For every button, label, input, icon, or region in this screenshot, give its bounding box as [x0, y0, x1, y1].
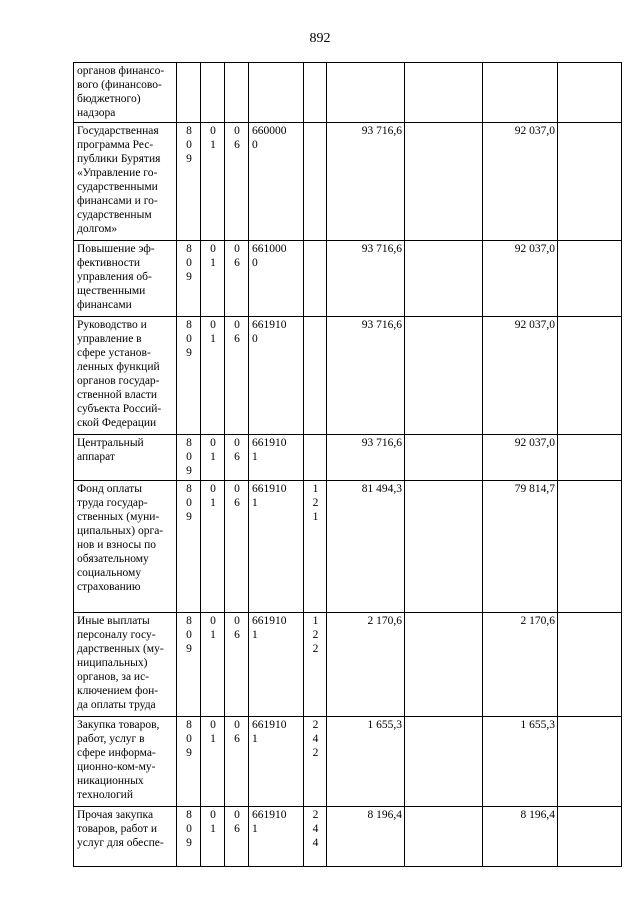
- subsection-code-cell: [225, 435, 249, 481]
- row-name-cell-line: ционно-ком-му-: [77, 761, 156, 773]
- row-name-cell-line: бюджетного): [77, 93, 141, 105]
- ministry-code-cell-line: 9: [186, 271, 192, 283]
- target-article-cell-line: 661910: [252, 615, 287, 627]
- row-name-cell-line: Руководство и: [77, 319, 147, 331]
- section-code-cell: [201, 63, 225, 123]
- ministry-code-cell-line: 8: [186, 809, 192, 821]
- ministry-code-cell-line: 9: [186, 153, 192, 165]
- row-name-cell-line: Иные выплаты: [77, 615, 150, 627]
- target-article-cell-line: 0: [252, 257, 258, 269]
- subsection-code-cell: [225, 807, 249, 867]
- ministry-code-cell-line: 8: [186, 719, 192, 731]
- row-name-cell: [74, 807, 177, 867]
- row-name-cell-line: обязательному: [77, 553, 149, 565]
- expense-type-cell: [304, 435, 327, 481]
- subsection-code-cell-line: 6: [234, 333, 240, 345]
- row-name-cell-line: ской Федерации: [77, 417, 157, 429]
- row-name-cell-line: субъекта Россий-: [77, 403, 162, 415]
- empty-cell-a: [405, 481, 483, 613]
- expense-type-cell-line: 4: [312, 823, 319, 835]
- section-code-cell-line: 1: [210, 257, 216, 269]
- target-article-cell: [249, 123, 304, 241]
- section-code-cell-line: 1: [210, 497, 216, 509]
- row-name-cell-line: органов, за ис-: [77, 671, 150, 683]
- row-name-cell: [74, 317, 177, 435]
- budget-table-body: [74, 63, 622, 867]
- target-article-cell: [249, 807, 304, 867]
- ministry-code-cell-line: 8: [186, 319, 192, 331]
- ministry-code-cell: [177, 807, 201, 867]
- section-code-cell-line: 0: [210, 615, 216, 627]
- row-name-cell-line: управление в: [77, 333, 142, 345]
- ministry-code-cell-line: 9: [186, 347, 192, 359]
- table-row: [74, 317, 622, 435]
- amount-year2-cell: 92 037,0: [483, 123, 558, 241]
- expense-type-cell: [304, 807, 327, 867]
- row-name-cell-line: ниципальных): [77, 657, 148, 669]
- ministry-code-cell: [177, 123, 201, 241]
- amount-year1-cell: [327, 63, 405, 123]
- target-article-cell-line: 660000: [252, 125, 287, 137]
- target-article-cell-line: 661910: [252, 809, 287, 821]
- target-article-cell: [249, 241, 304, 317]
- target-article-cell-line: 1: [252, 733, 258, 745]
- amount-year1-cell: 93 716,6: [327, 241, 405, 317]
- section-code-cell-line: 1: [210, 139, 216, 151]
- amount-year2-cell: 2 170,6: [483, 613, 558, 717]
- row-name-cell-line: программа Рес-: [77, 139, 154, 151]
- row-name-cell-line: страхованию: [77, 581, 141, 593]
- row-name-cell-line: финансами и го-: [77, 195, 158, 207]
- expense-type-cell: [304, 717, 327, 807]
- row-name-cell-line: Прочая закупка: [77, 809, 154, 821]
- ministry-code-cell-line: 9: [186, 837, 192, 849]
- row-name-cell-line: персоналу госу-: [77, 629, 156, 641]
- section-code-cell-line: 0: [210, 809, 216, 821]
- expense-type-cell-line: 1: [312, 483, 319, 495]
- empty-cell-b: [558, 63, 622, 123]
- row-name-cell-line: работ, услуг в: [77, 733, 145, 745]
- amount-year2-cell: 1 655,3: [483, 717, 558, 807]
- row-name-cell-line: технологий: [77, 789, 133, 801]
- empty-cell-a: [405, 123, 483, 241]
- subsection-code-cell-line: 0: [234, 615, 240, 627]
- expense-type-cell-line: 2: [312, 497, 319, 509]
- row-name-cell-line: сфере установ-: [77, 347, 151, 359]
- subsection-code-cell: [225, 717, 249, 807]
- expense-type-cell: [304, 241, 327, 317]
- expense-type-cell-line: 1: [312, 615, 319, 627]
- target-article-cell-line: 0: [252, 139, 258, 151]
- target-article-cell-line: 661000: [252, 243, 287, 255]
- row-name-cell-line: «Управление го-: [77, 167, 158, 179]
- subsection-code-cell-line: 0: [234, 437, 240, 449]
- table-row: [74, 807, 622, 867]
- table-row: [74, 481, 622, 613]
- ministry-code-cell-line: 8: [186, 615, 192, 627]
- subsection-code-cell-line: 0: [234, 319, 240, 331]
- amount-year1-cell: 8 196,4: [327, 807, 405, 867]
- empty-cell-a: [405, 435, 483, 481]
- row-name-cell-line: щественными: [77, 285, 146, 297]
- section-code-cell-line: 1: [210, 451, 216, 463]
- row-name-cell: [74, 613, 177, 717]
- amount-year2-cell: [483, 63, 558, 123]
- target-article-cell: [249, 717, 304, 807]
- subsection-code-cell-line: 6: [234, 139, 240, 151]
- amount-year2-cell: 92 037,0: [483, 317, 558, 435]
- empty-cell-b: [558, 317, 622, 435]
- ministry-code-cell: [177, 63, 201, 123]
- expense-type-cell-line: 2: [312, 809, 319, 821]
- amount-year2-cell: 79 814,7: [483, 481, 558, 613]
- expense-type-cell: [304, 481, 327, 613]
- amount-year1-cell: 2 170,6: [327, 613, 405, 717]
- row-name-cell-line: ципальных) орга-: [77, 525, 164, 537]
- empty-cell-b: [558, 717, 622, 807]
- expense-type-cell: [304, 63, 327, 123]
- amount-year1-cell: 93 716,6: [327, 123, 405, 241]
- subsection-code-cell-line: 6: [234, 451, 240, 463]
- row-name-cell-line: ственных (муни-: [77, 511, 160, 523]
- row-name-cell-line: надзора: [77, 107, 116, 119]
- ministry-code-cell-line: 0: [186, 629, 192, 641]
- empty-cell-a: [405, 63, 483, 123]
- empty-cell-a: [405, 717, 483, 807]
- subsection-code-cell: [225, 241, 249, 317]
- expense-type-cell-line: 2: [312, 629, 319, 641]
- row-name-cell-line: долгом»: [77, 223, 118, 235]
- expense-type-cell-line: 4: [312, 837, 319, 849]
- empty-cell-b: [558, 613, 622, 717]
- row-name-cell-line: Государственная: [77, 125, 159, 137]
- empty-cell-b: [558, 807, 622, 867]
- amount-year2-cell: 8 196,4: [483, 807, 558, 867]
- row-name-cell-line: никационных: [77, 775, 144, 787]
- row-name-cell-line: сфере информа-: [77, 747, 156, 759]
- row-name-cell: [74, 241, 177, 317]
- section-code-cell-line: 1: [210, 629, 216, 641]
- row-name-cell: [74, 717, 177, 807]
- row-name-cell-line: Фонд оплаты: [77, 483, 142, 495]
- table-row: [74, 63, 622, 123]
- ministry-code-cell-line: 0: [186, 451, 192, 463]
- empty-cell-b: [558, 123, 622, 241]
- ministry-code-cell: [177, 435, 201, 481]
- subsection-code-cell-line: 0: [234, 125, 240, 137]
- target-article-cell-line: 661910: [252, 319, 287, 331]
- row-name-cell-line: товаров, работ и: [77, 823, 158, 835]
- empty-cell-a: [405, 241, 483, 317]
- row-name-cell-line: фективности: [77, 257, 141, 269]
- target-article-cell-line: 1: [252, 629, 258, 641]
- ministry-code-cell: [177, 613, 201, 717]
- row-name-cell-line: Закупка товаров,: [77, 719, 160, 731]
- target-article-cell: [249, 481, 304, 613]
- ministry-code-cell-line: 0: [186, 139, 192, 151]
- amount-year2-cell: 92 037,0: [483, 241, 558, 317]
- ministry-code-cell: [177, 317, 201, 435]
- row-name-cell-line: да оплаты труда: [77, 699, 156, 711]
- target-article-cell-line: 0: [252, 333, 258, 345]
- table-row: [74, 123, 622, 241]
- ministry-code-cell-line: 8: [186, 243, 192, 255]
- row-name-cell-line: труда государ-: [77, 497, 148, 509]
- ministry-code-cell-line: 9: [186, 511, 192, 523]
- target-article-cell-line: 1: [252, 451, 258, 463]
- section-code-cell-line: 0: [210, 437, 216, 449]
- section-code-cell: [201, 123, 225, 241]
- section-code-cell-line: 0: [210, 483, 216, 495]
- row-name-cell-line: социальному: [77, 567, 142, 579]
- target-article-cell-line: 661910: [252, 483, 287, 495]
- ministry-code-cell-line: 0: [186, 333, 192, 345]
- amount-year1-cell: 81 494,3: [327, 481, 405, 613]
- empty-cell-a: [405, 807, 483, 867]
- ministry-code-cell: [177, 717, 201, 807]
- section-code-cell-line: 0: [210, 719, 216, 731]
- subsection-code-cell-line: 0: [234, 483, 240, 495]
- page-number: 892: [309, 31, 331, 46]
- target-article-cell-line: 661910: [252, 437, 287, 449]
- expense-type-cell: [304, 613, 327, 717]
- row-name-cell-line: Повышение эф-: [77, 243, 155, 255]
- row-name-cell-line: публики Бурятия: [77, 153, 161, 165]
- section-code-cell-line: 0: [210, 243, 216, 255]
- row-name-cell: [74, 481, 177, 613]
- subsection-code-cell-line: 6: [234, 257, 240, 269]
- table-row: [74, 717, 622, 807]
- row-name-cell-line: органов финансо-: [77, 65, 165, 77]
- amount-year1-cell: 93 716,6: [327, 317, 405, 435]
- section-code-cell: [201, 481, 225, 613]
- empty-cell-b: [558, 241, 622, 317]
- row-name-cell-line: ленных функций: [77, 361, 160, 373]
- target-article-cell: [249, 63, 304, 123]
- section-code-cell: [201, 241, 225, 317]
- ministry-code-cell: [177, 241, 201, 317]
- subsection-code-cell: [225, 613, 249, 717]
- row-name-cell-line: дарственных (му-: [77, 643, 164, 655]
- row-name-cell-line: ключением фон-: [77, 685, 159, 697]
- empty-cell-a: [405, 317, 483, 435]
- budget-table: [73, 62, 622, 867]
- section-code-cell: [201, 807, 225, 867]
- ministry-code-cell-line: 9: [186, 465, 192, 477]
- ministry-code-cell-line: 8: [186, 483, 192, 495]
- row-name-cell-line: управления об-: [77, 271, 152, 283]
- target-article-cell: [249, 613, 304, 717]
- section-code-cell-line: 0: [210, 125, 216, 137]
- target-article-cell: [249, 317, 304, 435]
- expense-type-cell-line: 2: [312, 643, 319, 655]
- subsection-code-cell-line: 0: [234, 243, 240, 255]
- amount-year1-cell: 93 716,6: [327, 435, 405, 481]
- expense-type-cell: [304, 317, 327, 435]
- row-name-cell: [74, 435, 177, 481]
- amount-year2-cell: 92 037,0: [483, 435, 558, 481]
- ministry-code-cell-line: 8: [186, 437, 192, 449]
- expense-type-cell-line: 1: [312, 511, 319, 523]
- expense-type-cell-line: 2: [312, 747, 319, 759]
- ministry-code-cell-line: 0: [186, 257, 192, 269]
- table-row: [74, 435, 622, 481]
- subsection-code-cell: [225, 317, 249, 435]
- section-code-cell-line: 0: [210, 319, 216, 331]
- target-article-cell-line: 1: [252, 497, 258, 509]
- row-name-cell-line: услуг для обеспе-: [77, 837, 164, 849]
- empty-cell-b: [558, 435, 622, 481]
- row-name-cell: [74, 123, 177, 241]
- subsection-code-cell: [225, 123, 249, 241]
- section-code-cell: [201, 717, 225, 807]
- ministry-code-cell: [177, 481, 201, 613]
- table-row: [74, 613, 622, 717]
- amount-year1-cell: 1 655,3: [327, 717, 405, 807]
- target-article-cell: [249, 435, 304, 481]
- row-name-cell-line: сударственными: [77, 181, 158, 193]
- ministry-code-cell-line: 0: [186, 497, 192, 509]
- row-name-cell-line: нов и взносы по: [77, 539, 157, 551]
- expense-type-cell-line: 2: [312, 719, 319, 731]
- section-code-cell-line: 1: [210, 333, 216, 345]
- section-code-cell: [201, 317, 225, 435]
- subsection-code-cell-line: 6: [234, 629, 240, 641]
- row-name-cell-line: вого (финансово-: [77, 79, 162, 91]
- section-code-cell-line: 1: [210, 733, 216, 745]
- target-article-cell-line: 1: [252, 823, 258, 835]
- ministry-code-cell-line: 8: [186, 125, 192, 137]
- row-name-cell-line: аппарат: [77, 451, 115, 463]
- section-code-cell: [201, 613, 225, 717]
- expense-type-cell-line: 4: [312, 733, 319, 745]
- row-name-cell-line: Центральный: [77, 437, 144, 449]
- empty-cell-a: [405, 613, 483, 717]
- subsection-code-cell-line: 6: [234, 823, 240, 835]
- table-row: [74, 241, 622, 317]
- row-name-cell-line: органов государ-: [77, 375, 160, 387]
- subsection-code-cell: [225, 481, 249, 613]
- subsection-code-cell-line: 6: [234, 733, 240, 745]
- row-name-cell-line: ственной власти: [77, 389, 158, 401]
- expense-type-cell: [304, 123, 327, 241]
- ministry-code-cell-line: 9: [186, 747, 192, 759]
- section-code-cell-line: 1: [210, 823, 216, 835]
- empty-cell-b: [558, 481, 622, 613]
- row-name-cell-line: финансами: [77, 299, 132, 311]
- row-name-cell-line: сударственным: [77, 209, 152, 221]
- subsection-code-cell-line: 0: [234, 719, 240, 731]
- row-name-cell: [74, 63, 177, 123]
- subsection-code-cell-line: 6: [234, 497, 240, 509]
- ministry-code-cell-line: 0: [186, 823, 192, 835]
- subsection-code-cell: [225, 63, 249, 123]
- ministry-code-cell-line: 0: [186, 733, 192, 745]
- section-code-cell: [201, 435, 225, 481]
- target-article-cell-line: 661910: [252, 719, 287, 731]
- ministry-code-cell-line: 9: [186, 643, 192, 655]
- subsection-code-cell-line: 0: [234, 809, 240, 821]
